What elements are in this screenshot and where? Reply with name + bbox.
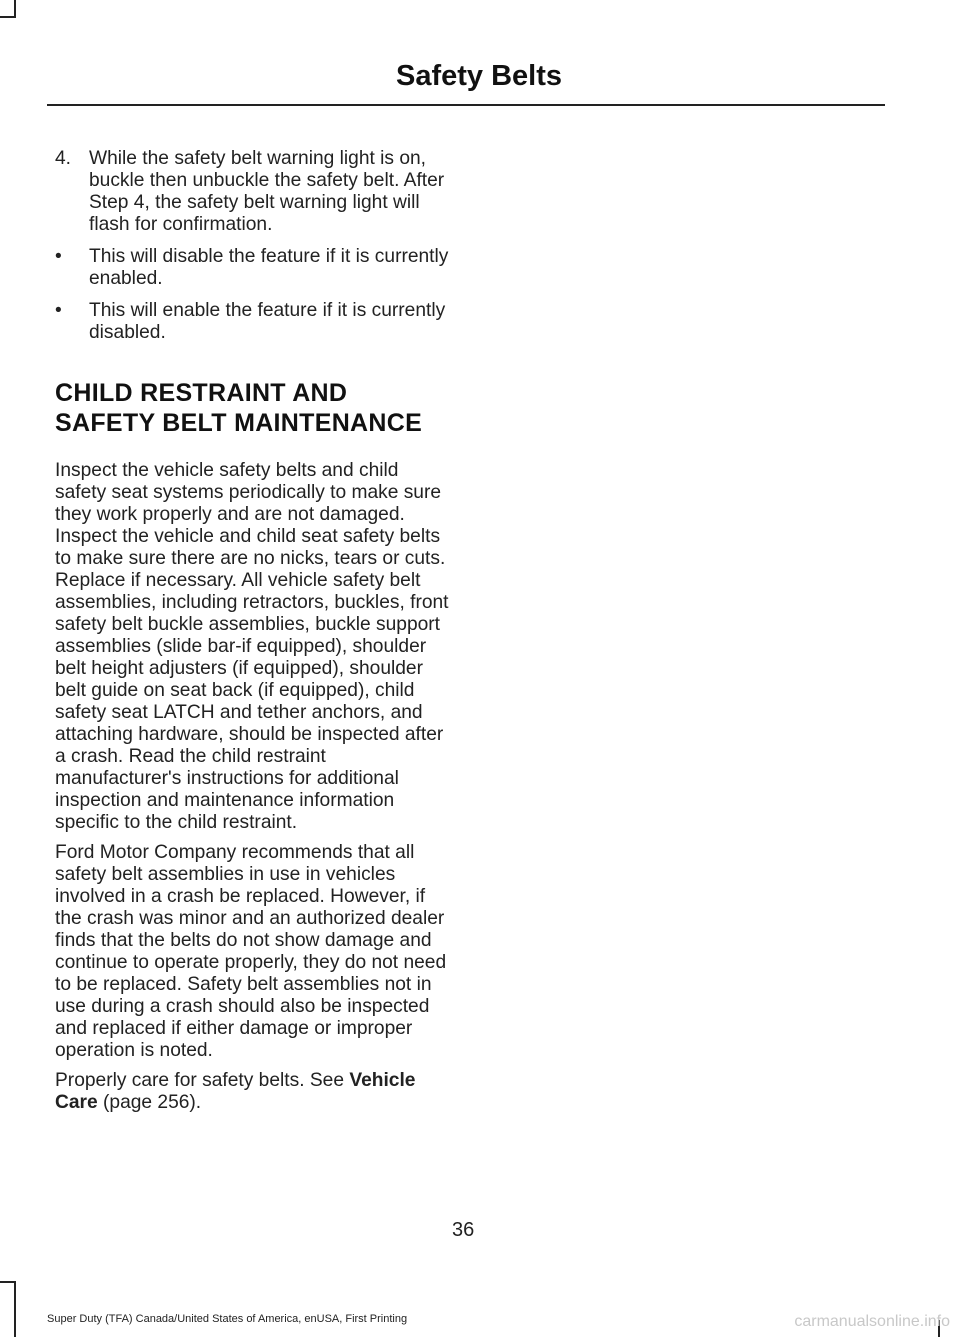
- paragraph-inspection: Inspect the vehicle safety belts and child safety seat systems periodically to make sure they work properly and are not damaged. Inspect the vehicle and child seat safety belts to make sure there are no nicks, tears or cuts. Replace if necessary. All vehicle safety belt assemblies, including retractors, buckles, front safety belt buckle assemblies, buckle support assemblies (slide bar-if equipped), shoulder belt height adjusters (if equipped), shoulder belt guide on seat back (if equipped), child safety seat LATCH and tether anchors, and attaching hardware, should be inspected after a crash. Read the child restraint manufacturer's instructions for additional inspection and maintenance information specific to the child restraint.: [55, 460, 449, 833]
- page-reference: (page 256).: [97, 1092, 202, 1113]
- bullet-text: This will enable the feature if it is currently disabled.: [89, 300, 446, 343]
- care-text: Properly care for safety belts. See: [55, 1070, 350, 1091]
- section-heading: [55, 378, 451, 438]
- crop-mark-bottom-left: [14, 1281, 16, 1337]
- step-text: While the safety belt warning light is on, buckle then unbuckle the safety belt. After Step 4, the safety belt warning light will flash for confirmation.: [89, 148, 445, 235]
- page-title: Safety Belts: [395, 60, 562, 92]
- header-rule: [47, 104, 885, 106]
- paragraph-care: [55, 1070, 451, 1114]
- bullet-item: [55, 246, 451, 290]
- bullet-icon: •: [55, 300, 62, 321]
- content-column: [55, 148, 451, 1122]
- section-heading-line-2: SAFETY BELT MAINTENANCE: [55, 409, 423, 437]
- bullet-text: This will disable the feature if it is currently enabled.: [89, 246, 449, 289]
- page-number: 36: [452, 1219, 475, 1241]
- vehicle-care-link[interactable]: Vehicle Care: [55, 1070, 416, 1113]
- watermark: carmanualsonline.info: [794, 1313, 950, 1330]
- bullet-item: [55, 300, 451, 344]
- bullet-icon: •: [55, 246, 62, 267]
- crop-mark-top-left: [0, 16, 16, 18]
- section-heading-line-1: CHILD RESTRAINT AND: [55, 379, 348, 407]
- numbered-step: [55, 148, 451, 236]
- step-number: 4.: [55, 148, 72, 169]
- edition-footer: Super Duty (TFA) Canada/United States of America, enUSA, First Printing: [47, 1313, 408, 1325]
- crop-mark-bottom-left: [0, 1281, 16, 1283]
- paragraph-replacement: Ford Motor Company recommends that all safety belt assemblies in use in vehicles involved in a crash be replaced. However, if the crash was minor and an authorized dealer finds that the belts do not show damage and continue to operate properly, they do not need to be replaced. Safety belt assemblies not in use during a crash should also be inspected and replaced if either damage or improper operation is noted.: [55, 842, 447, 1061]
